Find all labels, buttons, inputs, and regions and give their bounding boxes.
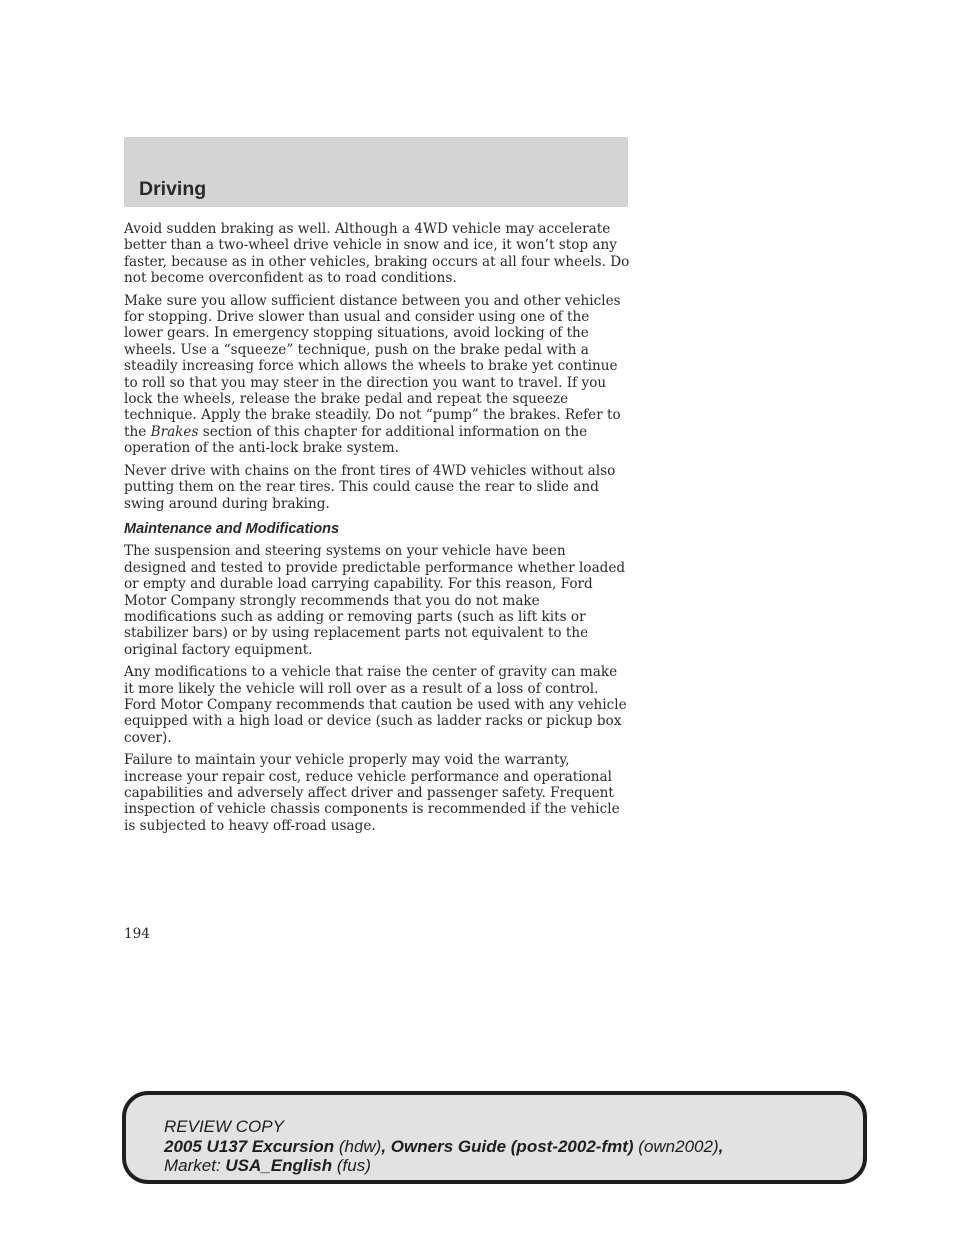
review-copy-text	[164, 1117, 723, 1176]
guide-code: (own2002)	[633, 1136, 719, 1156]
market-line	[164, 1156, 723, 1176]
guide-name: Owners Guide (post-2002-fmt)	[390, 1136, 634, 1156]
paragraph-maintenance-warranty: Failure to maintain your vehicle properly may void the warranty, increase your repair cost, reduce vehicle performance and operational capabilities and adversely affect driver and passenger safety. Frequent inspection of vehicle chassis components is recommended if the vehicle is subjected to heavy off-road usage.	[124, 752, 620, 834]
market-name: USA_English	[225, 1156, 333, 1175]
paragraph-text: section of this chapter for additional information on the operation of the anti-lock brake system.	[124, 423, 588, 457]
market-label: Market:	[164, 1156, 226, 1175]
page-number: 194	[124, 926, 150, 942]
subheading-maintenance: Maintenance and Modifications	[124, 520, 340, 537]
page-body	[124, 221, 630, 840]
section-title: Driving	[139, 178, 207, 200]
section-header-band	[124, 137, 628, 207]
paragraph-tire-chains: Never drive with chains on the front tires of 4WD vehicles without also putting them on the rear tires. This could cause the rear to slide and swing around during braking.	[124, 462, 616, 512]
document-info-line	[164, 1137, 723, 1157]
paragraph-suspension: The suspension and steering systems on your vehicle have been designed and tested to provide predictable performance whether loaded or empty and durable load carrying capability. For this reason, Ford Motor Company strongly recommends that you do not make modifications such as adding or removing parts (such as lift kits or stabilizer bars) or by using replacement parts not equivalent to the original factory equipment.	[124, 543, 626, 658]
paragraph-text: Make sure you allow sufficient distance between you and other vehicles for stopping. Drive slower than usual and consider using one of the lower gears. In emergency stopping situations, avoid locking of the wheels. Use a “squeeze” technique, push on the brake pedal with a steadily increasing force which allows the wheels to brake yet continue to roll so that you may steer in the direction you want to travel. If you lock the wheels, release the brake pedal and repeat the squeeze technique. Apply the brake steadily. Do not “pump” the brakes. Refer to the	[124, 292, 621, 440]
paragraph-stopping-distance	[124, 293, 630, 457]
separator: ,	[381, 1136, 391, 1156]
review-copy-label: REVIEW COPY	[164, 1117, 284, 1136]
paragraph-center-of-gravity: Any modifications to a vehicle that raise the center of gravity can make it more likely the vehicle will roll over as a result of a loss of control. Ford Motor Company recommends that caution be used with any vehicle equipped with a high load or device (such as ladder racks or pickup box cover).	[124, 664, 627, 746]
brakes-reference: Brakes	[150, 423, 199, 440]
vehicle-model: 2005 U137 Excursion	[164, 1136, 335, 1156]
market-code: (fus)	[332, 1156, 371, 1175]
vehicle-model-code: (hdw)	[334, 1136, 382, 1156]
separator: ,	[718, 1136, 724, 1156]
paragraph-sudden-braking: Avoid sudden braking as well. Although a 4WD vehicle may accelerate better than a two-wheel drive vehicle in snow and ice, it won’t stop any faster, because as in other vehicles, braking occurs at all four wheels. Do not become overconfident as to road conditions.	[124, 221, 630, 287]
review-copy-box	[122, 1091, 867, 1184]
